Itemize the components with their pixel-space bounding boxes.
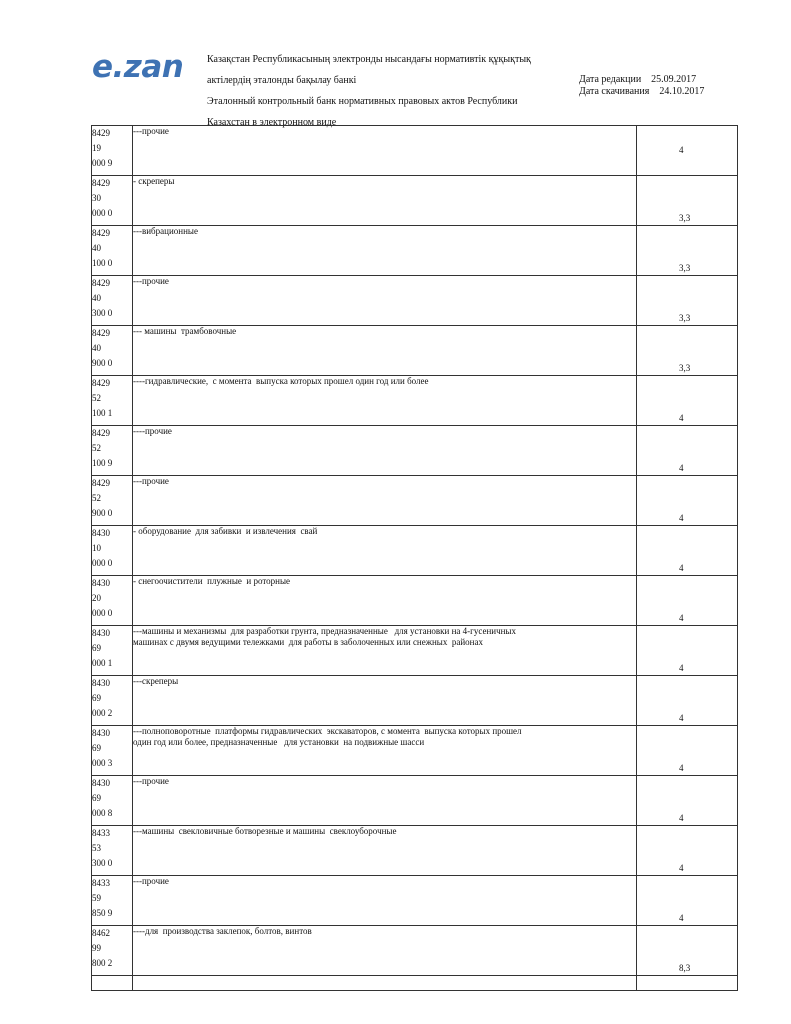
hs-code-part: 850 9	[92, 908, 113, 918]
rate-value: 4	[679, 413, 684, 423]
hs-code-part: 8430	[92, 578, 110, 588]
hs-code-cell	[92, 276, 133, 326]
hs-code-cell	[92, 626, 133, 676]
hs-code-part: 300 0	[92, 308, 113, 318]
hs-code-part: 40	[92, 293, 101, 303]
description-cell: ---полноповоротные платформы гидравлических экскаваторов, с момента выпуска которых прошел один год или более, предназначенные для установки на подвижные шасси	[133, 726, 637, 776]
rate-value: 3,3	[679, 263, 691, 273]
hs-code-part: 8430	[92, 628, 110, 638]
hs-code-part: 52	[92, 493, 101, 503]
rate-cell	[637, 176, 738, 226]
hs-code-part: 40	[92, 243, 101, 253]
hs-code-cell	[92, 926, 133, 976]
hs-code-cell	[92, 326, 133, 376]
rate-cell	[637, 726, 738, 776]
rate-cell	[637, 326, 738, 376]
hs-code-cell	[92, 226, 133, 276]
rate-cell	[637, 526, 738, 576]
description-cell: - оборудование для забивки и извлечения свай	[133, 526, 637, 576]
hs-code-cell	[92, 126, 133, 176]
hs-code-cell	[92, 576, 133, 626]
rate-value: 3,3	[679, 313, 691, 323]
header-line-1: Казақстан Республикасының электронды нысандағы нормативтік құқықтық	[207, 53, 531, 65]
rate-cell	[637, 376, 738, 426]
hs-code-cell	[92, 776, 133, 826]
hs-code-cell	[92, 876, 133, 926]
description-cell: - снегоочистители плужные и роторные	[133, 576, 637, 626]
table-row	[92, 376, 738, 426]
table-row	[92, 626, 738, 676]
table-row	[92, 176, 738, 226]
description-cell: ---прочие	[133, 876, 637, 926]
hs-code-part: 8429	[92, 228, 110, 238]
logo-zan: .zan	[112, 49, 184, 85]
table-row	[92, 326, 738, 376]
table-empty-row	[92, 976, 738, 991]
description-cell: ---прочие	[133, 276, 637, 326]
hs-code-part: 000 1	[92, 658, 113, 668]
hs-code-part: 8429	[92, 128, 110, 138]
rate-value: 3,3	[679, 213, 691, 223]
hs-code-cell	[92, 726, 133, 776]
hs-code-part: 8462	[92, 928, 110, 938]
tariff-table	[91, 125, 738, 991]
hs-code-part: 000 0	[92, 208, 113, 218]
hs-code-part: 100 0	[92, 258, 113, 268]
table-row	[92, 476, 738, 526]
hs-code-part: 800 2	[92, 958, 113, 968]
hs-code-part: 000 0	[92, 608, 113, 618]
hs-code-part: 100 1	[92, 408, 113, 418]
rate-cell	[637, 676, 738, 726]
rate-value: 4	[679, 813, 684, 823]
ezan-logo	[92, 49, 184, 85]
rate-value: 4	[679, 863, 684, 873]
table-row	[92, 676, 738, 726]
table-row	[92, 726, 738, 776]
tariff-table-body	[92, 126, 738, 991]
hs-code-part: 69	[92, 693, 101, 703]
rate-cell	[637, 126, 738, 176]
hs-code-part: 8430	[92, 778, 110, 788]
hs-code-cell	[92, 476, 133, 526]
hs-code-part: 8429	[92, 178, 110, 188]
hs-code-part: 900 0	[92, 358, 113, 368]
hs-code-part: 000 8	[92, 808, 113, 818]
hs-code-part: 8430	[92, 678, 110, 688]
hs-code-cell	[92, 526, 133, 576]
description-cell: ---прочие	[133, 476, 637, 526]
hs-code-part: 69	[92, 793, 101, 803]
description-cell: ----прочие	[133, 426, 637, 476]
hs-code-part: 30	[92, 193, 101, 203]
table-row	[92, 276, 738, 326]
hs-code-part: 20	[92, 593, 101, 603]
rate-value: 4	[679, 463, 684, 473]
hs-code-part: 000 9	[92, 158, 113, 168]
table-row	[92, 776, 738, 826]
header-line-3: Эталонный контрольный банк нормативных правовых актов Республики	[207, 95, 518, 107]
hs-code-part: 40	[92, 343, 101, 353]
table-row	[92, 576, 738, 626]
hs-code-cell	[92, 426, 133, 476]
empty-cell	[92, 976, 133, 991]
hs-code-part: 52	[92, 393, 101, 403]
rate-cell	[637, 576, 738, 626]
header-line-4: Казахстан в электронном виде	[207, 116, 337, 128]
hs-code-part: 8429	[92, 328, 110, 338]
rate-value: 4	[679, 145, 684, 155]
header-line-2: актілердің эталонды бақылау банкі	[207, 74, 357, 86]
header-dates	[579, 74, 704, 98]
rate-cell	[637, 926, 738, 976]
hs-code-cell	[92, 826, 133, 876]
hs-code-part: 8433	[92, 878, 110, 888]
hs-code-part: 100 9	[92, 458, 113, 468]
hs-code-part: 900 0	[92, 508, 113, 518]
table-row	[92, 826, 738, 876]
rate-value: 4	[679, 663, 684, 673]
rate-value: 3,3	[679, 363, 691, 373]
hs-code-part: 8433	[92, 828, 110, 838]
table-row	[92, 926, 738, 976]
rate-value: 4	[679, 513, 684, 523]
hs-code-part: 19	[92, 143, 101, 153]
rate-value: 4	[679, 613, 684, 623]
rate-cell	[637, 276, 738, 326]
rate-value: 4	[679, 563, 684, 573]
hs-code-part: 8430	[92, 728, 110, 738]
table-row	[92, 426, 738, 476]
hs-code-part: 10	[92, 543, 101, 553]
description-cell: ---прочие	[133, 776, 637, 826]
hs-code-part: 000 2	[92, 708, 113, 718]
hs-code-part: 69	[92, 643, 101, 653]
description-cell: - скреперы	[133, 176, 637, 226]
hs-code-cell	[92, 376, 133, 426]
description-cell: ---машины и механизмы для разработки грунта, предназначенные для установки на 4-гусеничных машинах с двумя ведущими тележками для работы в заболоченных или снежных районах	[133, 626, 637, 676]
rate-cell	[637, 626, 738, 676]
rate-value: 4	[679, 763, 684, 773]
hs-code-part: 300 0	[92, 858, 113, 868]
description-cell: ---скреперы	[133, 676, 637, 726]
edition-date: Дата редакции 25.09.2017	[579, 74, 697, 85]
hs-code-part: 8429	[92, 278, 110, 288]
hs-code-part: 000 0	[92, 558, 113, 568]
table-row	[92, 526, 738, 576]
description-cell: ---машины свекловичные ботворезные и машины свеклоуборочные	[133, 826, 637, 876]
description-cell: ----гидравлические, с момента выпуска которых прошел один год или более	[133, 376, 637, 426]
hs-code-part: 8430	[92, 528, 110, 538]
rate-value: 4	[679, 713, 684, 723]
rate-cell	[637, 476, 738, 526]
description-cell: --- машины трамбовочные	[133, 326, 637, 376]
hs-code-part: 69	[92, 743, 101, 753]
description-cell: ---вибрационные	[133, 226, 637, 276]
rate-value: 8,3	[679, 963, 691, 973]
download-date: Дата скачивания 24.10.2017	[579, 86, 705, 97]
hs-code-part: 000 3	[92, 758, 113, 768]
hs-code-cell	[92, 676, 133, 726]
hs-code-part: 99	[92, 943, 101, 953]
empty-cell	[133, 976, 637, 991]
rate-cell	[637, 876, 738, 926]
hs-code-part: 52	[92, 443, 101, 453]
rate-cell	[637, 776, 738, 826]
rate-cell	[637, 826, 738, 876]
table-row	[92, 876, 738, 926]
hs-code-part: 59	[92, 893, 101, 903]
table-row	[92, 126, 738, 176]
hs-code-part: 8429	[92, 428, 110, 438]
hs-code-part: 53	[92, 843, 101, 853]
hs-code-cell	[92, 176, 133, 226]
rate-cell	[637, 226, 738, 276]
description-cell: ---прочие	[133, 126, 637, 176]
logo-e: e	[92, 49, 113, 85]
description-cell: ----для производства заклепок, болтов, винтов	[133, 926, 637, 976]
hs-code-part: 8429	[92, 378, 110, 388]
hs-code-part: 8429	[92, 478, 110, 488]
rate-cell	[637, 426, 738, 476]
empty-cell	[637, 976, 738, 991]
rate-value: 4	[679, 913, 684, 923]
table-row	[92, 226, 738, 276]
